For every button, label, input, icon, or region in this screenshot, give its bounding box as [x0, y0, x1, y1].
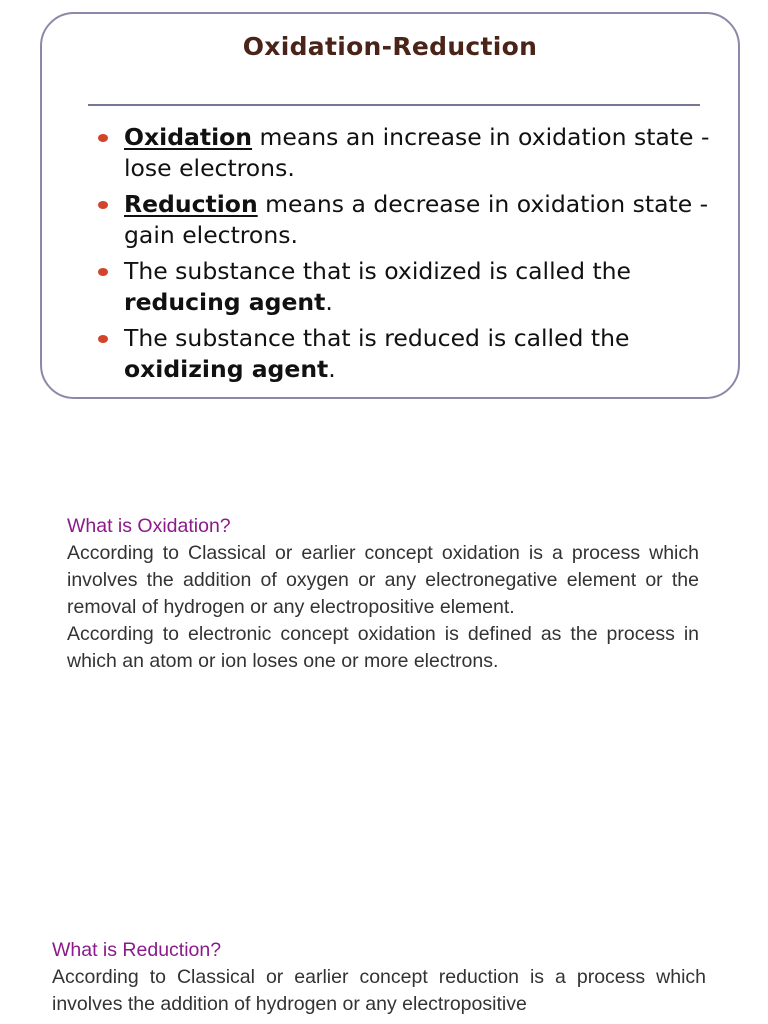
bullet-oxidation-definition [98, 122, 718, 183]
bullet-text: The substance that is reduced is called the [124, 324, 630, 352]
slide-bullet-list [98, 122, 718, 390]
oxidation-section [67, 513, 699, 675]
term-reduction: Reduction [124, 190, 258, 218]
slide-title: Oxidation-Reduction [242, 32, 538, 61]
bullet-text: means a decrease in oxidation state - gain electrons. [124, 190, 709, 249]
oxidation-heading: What is Oxidation? [67, 515, 231, 537]
bullet-punctuation: . [328, 354, 336, 383]
bullet-text: The substance that is oxidized is called the [124, 257, 632, 285]
title-divider [88, 104, 700, 106]
bullet-oxidizing-agent [98, 323, 718, 384]
bullet-reducing-agent [98, 256, 718, 317]
bullet-dot-icon [98, 134, 108, 142]
bullet-dot-icon [98, 268, 108, 276]
term-oxidizing-agent: oxidizing agent [124, 354, 329, 383]
bullet-punctuation: . [325, 287, 333, 316]
reduction-heading: What is Reduction? [52, 939, 222, 961]
term-oxidation: Oxidation [124, 123, 253, 151]
term-reducing-agent: reducing agent [124, 287, 326, 316]
bullet-dot-icon [98, 335, 108, 343]
reduction-section [52, 937, 706, 1018]
bullet-dot-icon [98, 201, 108, 209]
slide-image [40, 12, 740, 399]
bullet-reduction-definition [98, 189, 718, 250]
oxidation-electronic-paragraph: According to electronic concept oxidation is defined as the process in which an atom or ion loses one or more electrons. [67, 623, 699, 672]
oxidation-classical-paragraph: According to Classical or earlier concept oxidation is a process which involves the addition of oxygen or any electronegative element or the removal of hydrogen or any electropositive element. [67, 542, 699, 618]
bullet-text: means an increase in oxidation state - lose electrons. [124, 123, 710, 182]
reduction-classical-paragraph: According to Classical or earlier concept reduction is a process which involves the addition of hydrogen or any electropositive [52, 966, 706, 1015]
